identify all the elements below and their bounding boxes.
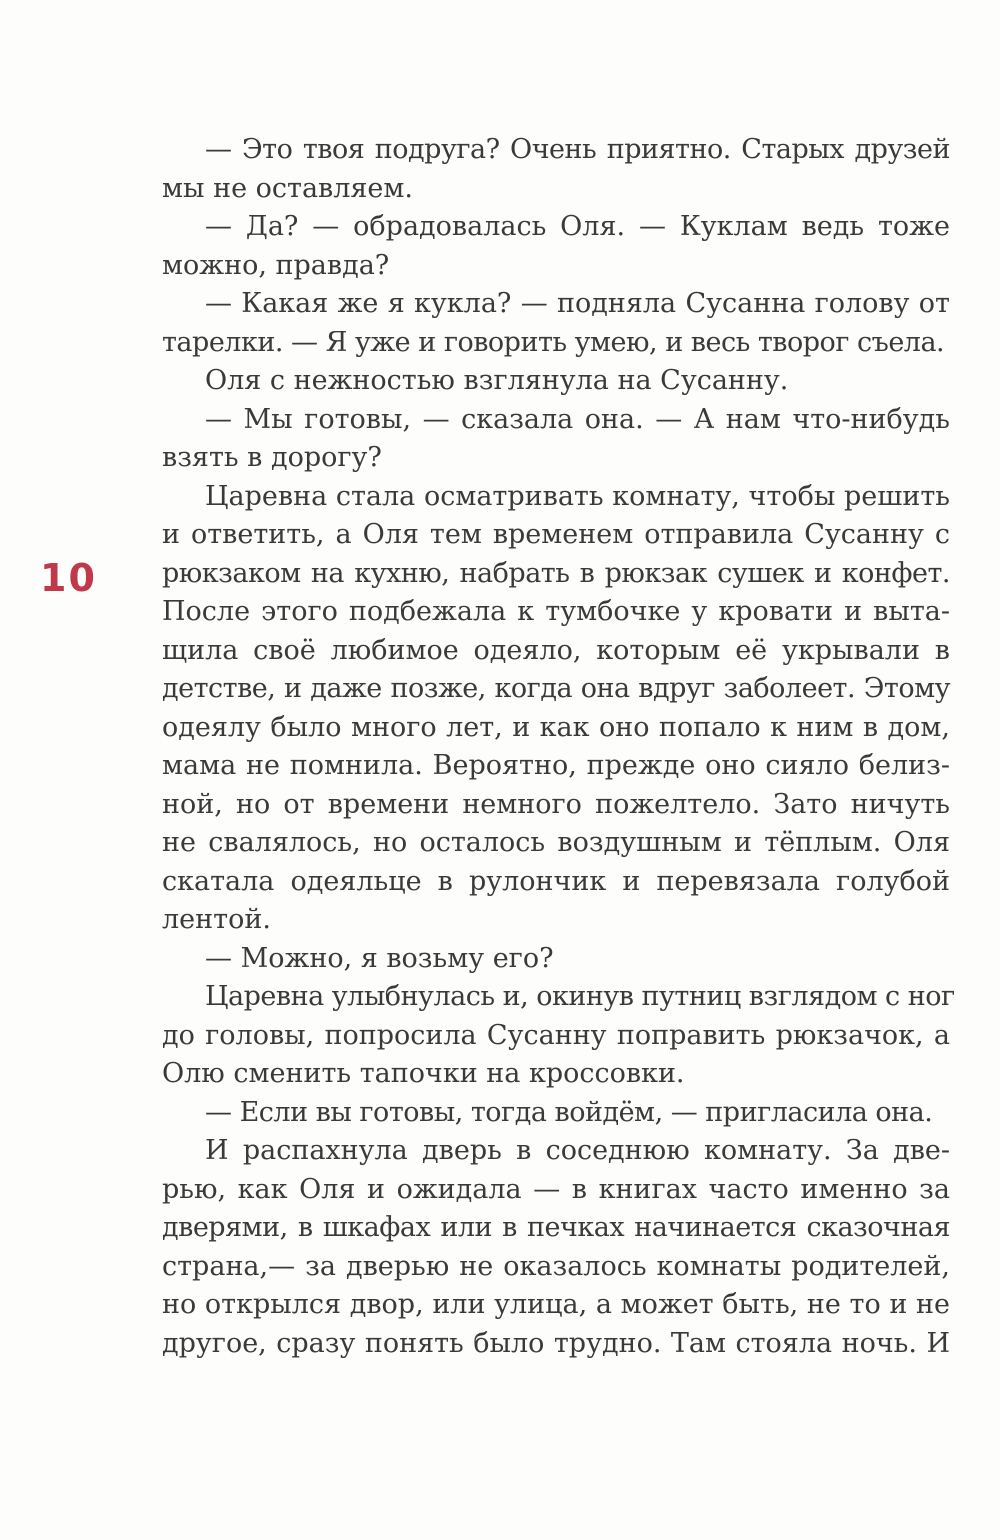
text-line: одеялу было много лет, и как оно попало к ним в дом, (162, 711, 950, 743)
text-line: рюкзаком на кухню, набрать в рюкзак сушек и конфет. (162, 557, 950, 589)
text-line: — Мы готовы, — сказала она. — А нам что-нибудь (205, 403, 950, 435)
paragraph (162, 478, 950, 940)
text-line: — Да? — обрадовалась Оля. — Куклам ведь тоже (205, 211, 950, 242)
text-line: до головы, попросила Сусанну поправить рюкзачок, а (162, 1019, 950, 1051)
text-line: дверями, в шкафах или в печках начинается сказочная (162, 1212, 950, 1243)
text-line: мы не оставляем. (162, 172, 413, 204)
text-line: — Можно, я возьму его? (205, 942, 554, 974)
text-line: И распахнула дверь в соседнюю комнату. За две- (205, 1135, 950, 1166)
paragraph (162, 208, 950, 285)
paragraph (162, 362, 950, 401)
paragraph (162, 940, 950, 979)
text-line: Царевна стала осматривать комнату, чтобы решить (205, 480, 950, 512)
paragraph (162, 401, 950, 478)
text-line: После этого подбежала к тумбочке у кровати и выта- (162, 596, 950, 627)
text-line: не свалялось, но осталось воздушным и тёплым. Оля (162, 827, 950, 858)
paragraph (162, 1132, 950, 1363)
paragraph (162, 1094, 950, 1133)
paragraph (162, 131, 950, 208)
text-line: ной, но от времени немного пожелтело. Зато ничуть (162, 788, 950, 820)
text-line: Оля с нежностью взглянула на Сусанну. (205, 365, 789, 396)
text-line: рью, как Оля и ожидала — в книгах часто именно за (162, 1173, 950, 1205)
text-line: Царевна улыбнулась и, окинув путниц взглядом с ног (205, 981, 955, 1012)
page-number: 10 (40, 556, 97, 600)
text-line: — Если вы готовы, тогда войдём, — пригласила она. (205, 1096, 933, 1128)
text-line: тарелки. — Я уже и говорить умею, и весь творог съела. (162, 326, 945, 358)
paragraph (162, 285, 950, 362)
text-line: лентой. (162, 904, 271, 935)
text-line: взять в дорогу? (162, 442, 382, 473)
text-line: можно, правда? (162, 249, 390, 281)
text-line: мама не помнила. Вероятно, прежде оно сияло белиз- (162, 750, 950, 781)
text-line: но открылся двор, или улица, а может быть, не то и не (162, 1289, 950, 1320)
text-line: щила своё любимое одеяло, которым её укрывали в (162, 634, 950, 666)
text-line: Олю сменить тапочки на кроссовки. (162, 1058, 685, 1089)
text-line: детстве, и даже позже, когда она вдруг заболеет. Этому (162, 673, 950, 704)
body-text (162, 131, 955, 1363)
text-line: другое, сразу понять было трудно. Там стояла ночь. И (162, 1327, 950, 1359)
paragraph (162, 978, 955, 1094)
text-line: — Какая же я кукла? — подняла Сусанна голову от (205, 288, 950, 319)
text-line: — Это твоя подруга? Очень приятно. Старых друзей (205, 134, 950, 165)
text-line: страна,— за дверью не оказалось комнаты родителей, (162, 1250, 950, 1282)
text-line: скатала одеяльце в рулончик и перевязала голубой (162, 865, 950, 897)
text-line: и ответить, а Оля тем временем отправила Сусанну с (162, 519, 950, 550)
